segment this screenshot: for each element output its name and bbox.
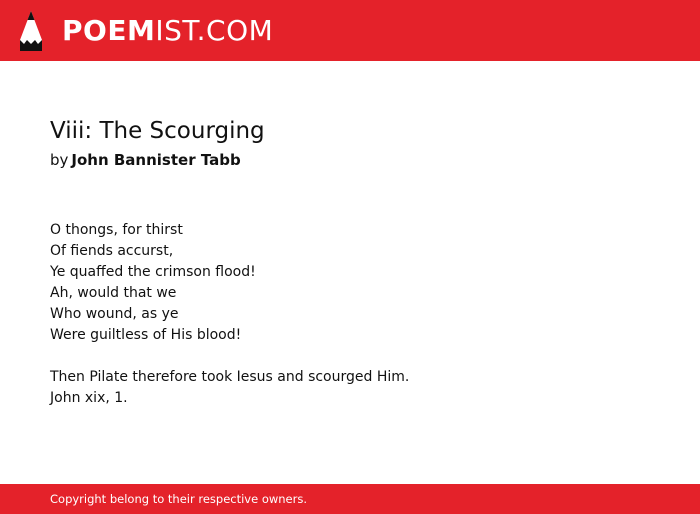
poem-content	[50, 112, 650, 430]
logo-text-strong: POEM	[62, 14, 156, 47]
poem-line: Of fiends accurst,	[50, 243, 174, 259]
poem-line: Ah, would that we	[50, 285, 177, 301]
poem-line: O thongs, for thirst	[50, 222, 183, 238]
poem-stanza	[50, 220, 650, 346]
poem-line: Who wound, as ye	[50, 306, 179, 322]
poem-line: Were guiltless of His blood!	[50, 327, 242, 343]
poem-byline	[50, 150, 650, 170]
site-header	[0, 0, 700, 61]
author-name: John Bannister Tabb	[71, 151, 241, 169]
poem-stanza	[50, 367, 650, 409]
copyright-text: Copyright belong to their respective owners.	[50, 492, 308, 506]
site-logo-text	[62, 10, 273, 52]
logo-text-light: IST.COM	[155, 14, 274, 47]
site-logo-link[interactable]	[18, 10, 273, 52]
poem-body	[50, 220, 650, 409]
by-label: by	[50, 151, 69, 169]
pencil-tip-icon	[18, 10, 44, 52]
poem-line: Ye quaffed the crimson flood!	[50, 264, 256, 280]
poem-title: Viii: The Scourging	[50, 118, 265, 144]
site-footer	[0, 484, 700, 514]
poem-line: Then Pilate therefore took Iesus and scourged Him.	[50, 369, 410, 385]
poem-line: John xix, 1.	[50, 390, 128, 406]
